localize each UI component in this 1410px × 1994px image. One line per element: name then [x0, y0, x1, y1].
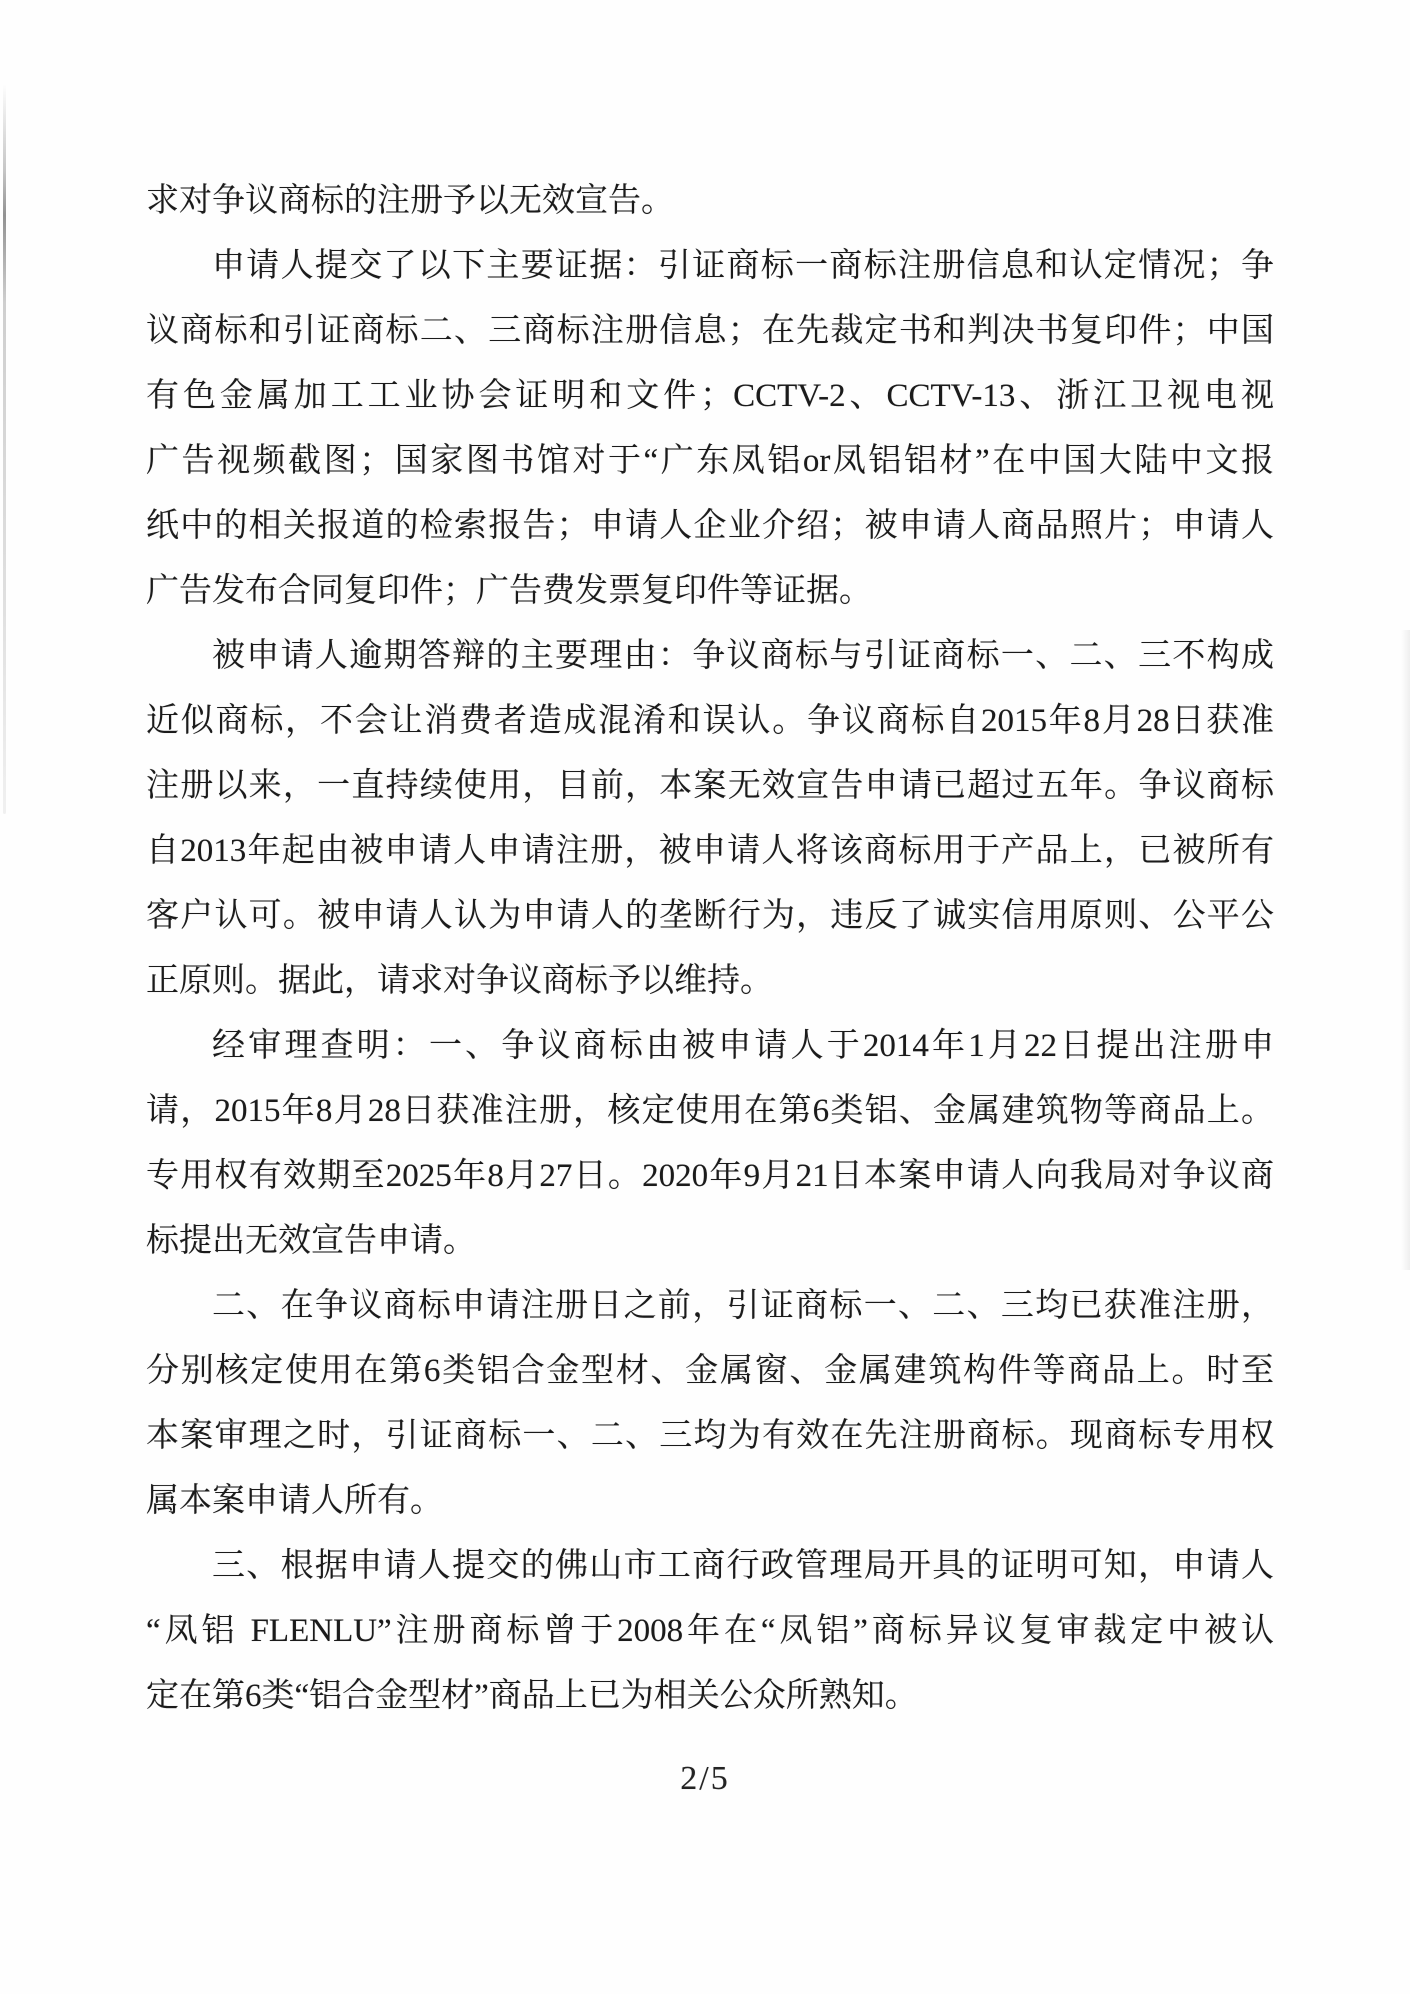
text-line: 三、根据申请人提交的佛山市工商行政管理局开具的证明可知，申请人 — [212, 1548, 1274, 1584]
paragraph — [146, 624, 1274, 1014]
text-line: 近似商标，不会让消费者造成混淆和误认。争议商标自2015年8月28日获准 — [146, 703, 1274, 739]
text-line: 广告视频截图；国家图书馆对于“广东凤铝or凤铝铝材”在中国大陆中文报 — [146, 443, 1274, 479]
text-line: 求对争议商标的注册予以无效宣告。 — [146, 183, 674, 219]
paragraph — [146, 1014, 1274, 1274]
paragraph — [146, 234, 1274, 624]
text-line: 专用权有效期至2025年8月27日。2020年9月21日本案申请人向我局对争议商 — [146, 1158, 1274, 1194]
text-line: 申请人提交了以下主要证据：引证商标一商标注册信息和认定情况；争 — [212, 248, 1274, 284]
text-line: 纸中的相关报道的检索报告；申请人企业介绍；被申请人商品照片；申请人 — [146, 508, 1274, 544]
text-line: “凤铝 FLENLU”注册商标曾于2008年在“凤铝”商标异议复审裁定中被认 — [146, 1613, 1274, 1649]
text-line: 广告发布合同复印件；广告费发票复印件等证据。 — [146, 573, 872, 609]
page-number: 2/5 — [680, 1760, 730, 1797]
scan-artifact-left-edge-line — [3, 84, 6, 814]
text-line: 正原则。据此，请求对争议商标予以维持。 — [146, 963, 773, 999]
text-line: 标提出无效宣告申请。 — [146, 1223, 476, 1259]
text-line: 自2013年起由被申请人申请注册，被申请人将该商标用于产品上，已被所有 — [146, 833, 1274, 869]
text-line: 本案审理之时，引证商标一、二、三均为有效在先注册商标。现商标专用权 — [146, 1418, 1274, 1454]
text-line: 被申请人逾期答辩的主要理由：争议商标与引证商标一、二、三不构成 — [212, 638, 1274, 674]
text-line: 二、在争议商标申请注册日之前，引证商标一、二、三均已获准注册， — [212, 1288, 1274, 1324]
text-line: 分别核定使用在第6类铝合金型材、金属窗、金属建筑构件等商品上。时至 — [146, 1353, 1274, 1389]
text-line: 定在第6类“铝合金型材”商品上已为相关公众所熟知。 — [146, 1678, 918, 1714]
paragraph — [146, 1274, 1274, 1534]
text-line: 议商标和引证商标二、三商标注册信息；在先裁定书和判决书复印件；中国 — [146, 313, 1274, 349]
text-line: 注册以来，一直持续使用，目前，本案无效宣告申请已超过五年。争议商标 — [146, 768, 1274, 804]
scan-artifact-right-edge-shade — [1401, 630, 1410, 1270]
document-body — [146, 169, 1274, 1729]
text-line: 有色金属加工工业协会证明和文件；CCTV-2、CCTV-13、浙江卫视电视 — [146, 378, 1274, 414]
text-line: 属本案申请人所有。 — [146, 1483, 443, 1519]
paragraph — [146, 169, 1274, 234]
paragraph — [146, 1534, 1274, 1729]
text-line: 经审理查明：一、争议商标由被申请人于2014年1月22日提出注册申 — [212, 1028, 1274, 1064]
text-line: 请，2015年8月28日获准注册，核定使用在第6类铝、金属建筑物等商品上。 — [146, 1093, 1274, 1129]
text-line: 客户认可。被申请人认为申请人的垄断行为，违反了诚实信用原则、公平公 — [146, 898, 1274, 934]
